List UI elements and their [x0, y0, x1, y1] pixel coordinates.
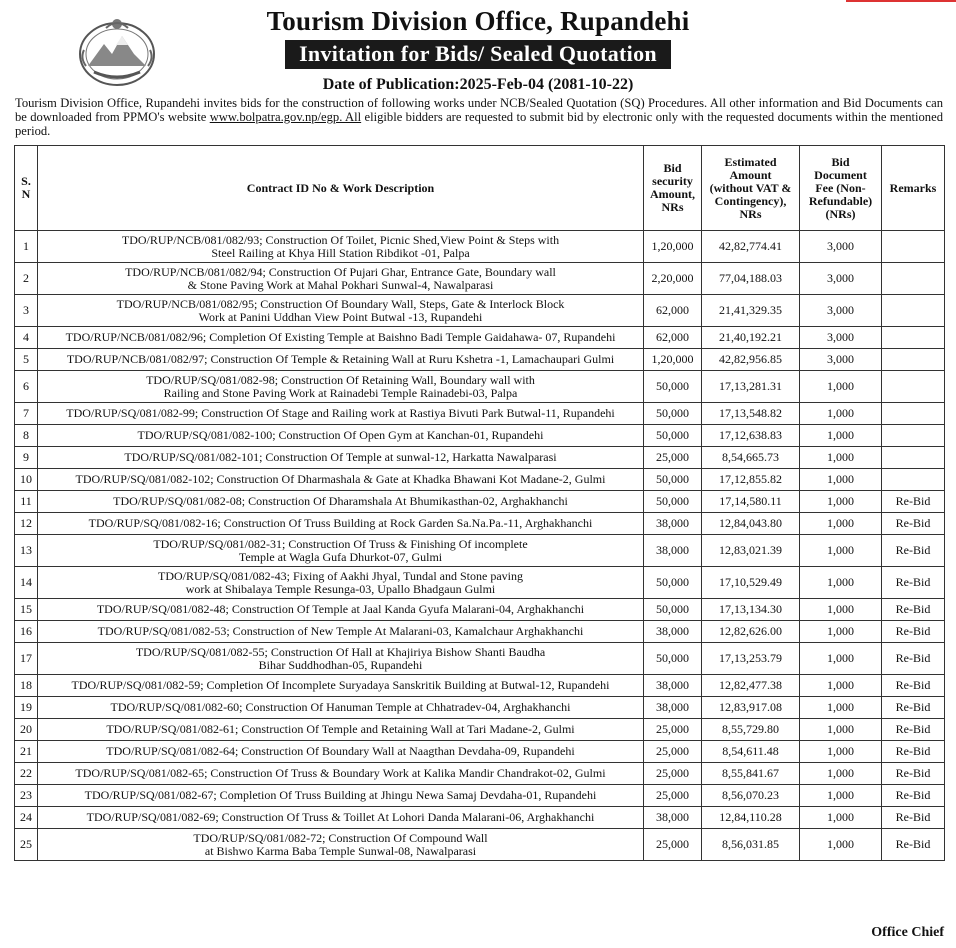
notice-banner: Invitation for Bids/ Sealed Quotation	[285, 40, 671, 69]
cell-estimated-amount: 8,55,729.80	[702, 719, 800, 741]
cell-document-fee: 1,000	[800, 491, 882, 513]
header-document-fee: Bid Document Fee (Non- Refundable) (NRs)	[800, 146, 882, 231]
table-row	[15, 425, 945, 447]
cell-estimated-amount: 21,41,329.35	[702, 295, 800, 327]
cell-bid-security: 38,000	[644, 621, 702, 643]
cell-remarks	[882, 371, 945, 403]
cell-remarks	[882, 447, 945, 469]
cell-sn: 11	[15, 491, 38, 513]
table-row	[15, 829, 945, 861]
cell-estimated-amount: 17,10,529.49	[702, 567, 800, 599]
cell-remarks: Re-Bid	[882, 535, 945, 567]
cell-description: TDO/RUP/NCB/081/082/96; Completion Of Existing Temple at Baishno Badi Temple Gaidahawa- 07, Rupandehi	[38, 327, 644, 349]
table-row	[15, 807, 945, 829]
cell-sn: 1	[15, 231, 38, 263]
cell-estimated-amount: 12,84,110.28	[702, 807, 800, 829]
cell-bid-security: 38,000	[644, 535, 702, 567]
cell-remarks: Re-Bid	[882, 785, 945, 807]
cell-sn: 23	[15, 785, 38, 807]
cell-bid-security: 25,000	[644, 741, 702, 763]
cell-remarks: Re-Bid	[882, 567, 945, 599]
cell-description: TDO/RUP/SQ/081/082-64; Construction Of Boundary Wall at Naagthan Devdaha-09, Rupandehi	[38, 741, 644, 763]
cell-document-fee: 1,000	[800, 697, 882, 719]
table-row	[15, 535, 945, 567]
cell-document-fee: 1,000	[800, 403, 882, 425]
cell-remarks	[882, 231, 945, 263]
cell-estimated-amount: 77,04,188.03	[702, 263, 800, 295]
cell-document-fee: 3,000	[800, 263, 882, 295]
cell-document-fee: 3,000	[800, 327, 882, 349]
cell-sn: 21	[15, 741, 38, 763]
table-row	[15, 403, 945, 425]
cell-estimated-amount: 17,12,638.83	[702, 425, 800, 447]
header-sn: S. N	[15, 146, 38, 231]
table-row	[15, 469, 945, 491]
cell-sn: 2	[15, 263, 38, 295]
table-row	[15, 719, 945, 741]
cell-document-fee: 3,000	[800, 349, 882, 371]
cell-remarks	[882, 349, 945, 371]
cell-estimated-amount: 17,13,548.82	[702, 403, 800, 425]
table-row	[15, 349, 945, 371]
table-header-row	[15, 146, 945, 231]
cell-remarks: Re-Bid	[882, 763, 945, 785]
cell-sn: 6	[15, 371, 38, 403]
office-title: Tourism Division Office, Rupandehi	[266, 6, 690, 36]
cell-document-fee: 1,000	[800, 425, 882, 447]
table-row	[15, 697, 945, 719]
cell-estimated-amount: 8,56,070.23	[702, 785, 800, 807]
intro-paragraph	[15, 96, 943, 138]
cell-description: TDO/RUP/SQ/081/082-48; Construction Of Temple at Jaal Kanda Gyufa Malarani-04, Arghakhanchi	[38, 599, 644, 621]
cell-estimated-amount: 12,83,021.39	[702, 535, 800, 567]
cell-bid-security: 38,000	[644, 675, 702, 697]
cell-description: TDO/RUP/SQ/081/082-65; Construction Of Truss & Boundary Work at Kalika Mandir Chandrakot-02, Gulmi	[38, 763, 644, 785]
cell-remarks	[882, 425, 945, 447]
cell-sn: 7	[15, 403, 38, 425]
cell-estimated-amount: 17,13,253.79	[702, 643, 800, 675]
cell-document-fee: 1,000	[800, 447, 882, 469]
cell-estimated-amount: 21,40,192.21	[702, 327, 800, 349]
cell-description: TDO/RUP/NCB/081/082/95; Construction Of Boundary Wall, Steps, Gate & Interlock Block Work at Panini Uddhan View Point Butwal -13, Rupandehi	[38, 295, 644, 327]
cell-estimated-amount: 42,82,774.41	[702, 231, 800, 263]
cell-remarks: Re-Bid	[882, 829, 945, 861]
cell-remarks: Re-Bid	[882, 513, 945, 535]
cell-remarks: Re-Bid	[882, 621, 945, 643]
table-row	[15, 621, 945, 643]
cell-sn: 14	[15, 567, 38, 599]
cell-bid-security: 38,000	[644, 697, 702, 719]
table-row	[15, 643, 945, 675]
cell-description: TDO/RUP/SQ/081/082-99; Construction Of Stage and Railing work at Rastiya Bivuti Park Butwal-11, Rupandehi	[38, 403, 644, 425]
cell-sn: 19	[15, 697, 38, 719]
cell-bid-security: 25,000	[644, 447, 702, 469]
cell-bid-security: 25,000	[644, 763, 702, 785]
cell-sn: 17	[15, 643, 38, 675]
cell-description: TDO/RUP/SQ/081/082-102; Construction Of Dharmashala & Gate at Khadka Bhawani Kot Madane-2, Gulmi	[38, 469, 644, 491]
cell-bid-security: 38,000	[644, 807, 702, 829]
cell-description: TDO/RUP/SQ/081/082-101; Construction Of Temple at sunwal-12, Harkatta Nawalparasi	[38, 447, 644, 469]
cell-description: TDO/RUP/SQ/081/082-59; Completion Of Incomplete Suryadaya Sanskritik Building at Butwal-12, Rupandehi	[38, 675, 644, 697]
cell-estimated-amount: 8,56,031.85	[702, 829, 800, 861]
cell-document-fee: 1,000	[800, 719, 882, 741]
cell-document-fee: 1,000	[800, 829, 882, 861]
cell-description: TDO/RUP/SQ/081/082-53; Construction of New Temple At Malarani-03, Kamalchaur Arghakhanchi	[38, 621, 644, 643]
cell-document-fee: 1,000	[800, 785, 882, 807]
office-chief-signature: Office Chief	[871, 925, 944, 940]
header-bid-security: Bid security Amount, NRs	[644, 146, 702, 231]
header-remarks: Remarks	[882, 146, 945, 231]
cell-description: TDO/RUP/SQ/081/082-60; Construction Of Hanuman Temple at Chhatradev-04, Arghakhanchi	[38, 697, 644, 719]
notice-header	[0, 0, 956, 98]
cell-document-fee: 1,000	[800, 621, 882, 643]
cell-bid-security: 50,000	[644, 491, 702, 513]
cell-description: TDO/RUP/SQ/081/082-16; Construction Of Truss Building at Rock Garden Sa.Na.Pa.-11, Arghakhanchi	[38, 513, 644, 535]
cell-bid-security: 50,000	[644, 643, 702, 675]
table-row	[15, 513, 945, 535]
table-row	[15, 295, 945, 327]
cell-description: TDO/RUP/SQ/081/082-67; Completion Of Truss Building at Jhingu Newa Samaj Devdaha-01, Rupandehi	[38, 785, 644, 807]
cell-description: TDO/RUP/SQ/081/082-43; Fixing of Aakhi Jhyal, Tundal and Stone paving work at Shibalaya Temple Resunga-03, Upallo Bhadgaun Gulmi	[38, 567, 644, 599]
cell-sn: 4	[15, 327, 38, 349]
cell-sn: 25	[15, 829, 38, 861]
cell-document-fee: 1,000	[800, 675, 882, 697]
cell-estimated-amount: 12,82,626.00	[702, 621, 800, 643]
cell-remarks: Re-Bid	[882, 741, 945, 763]
table-body	[15, 231, 945, 861]
cell-bid-security: 62,000	[644, 295, 702, 327]
cell-remarks: Re-Bid	[882, 697, 945, 719]
cell-document-fee: 1,000	[800, 807, 882, 829]
cell-bid-security: 25,000	[644, 829, 702, 861]
table-row	[15, 785, 945, 807]
cell-bid-security: 1,20,000	[644, 231, 702, 263]
cell-sn: 22	[15, 763, 38, 785]
cell-bid-security: 62,000	[644, 327, 702, 349]
cell-document-fee: 1,000	[800, 567, 882, 599]
cell-bid-security: 25,000	[644, 785, 702, 807]
cell-bid-security: 38,000	[644, 513, 702, 535]
table-row	[15, 263, 945, 295]
cell-description: TDO/RUP/NCB/081/082/97; Construction Of Temple & Retaining Wall at Ruru Kshetra -1, Lamachaupari Gulmi	[38, 349, 644, 371]
cell-description: TDO/RUP/SQ/081/082-08; Construction Of Dharamshala At Bhumikasthan-02, Arghakhanchi	[38, 491, 644, 513]
cell-sn: 12	[15, 513, 38, 535]
table-row	[15, 741, 945, 763]
cell-estimated-amount: 8,54,665.73	[702, 447, 800, 469]
cell-estimated-amount: 17,13,134.30	[702, 599, 800, 621]
cell-estimated-amount: 17,12,855.82	[702, 469, 800, 491]
header-estimated-amount: Estimated Amount (without VAT & Contingency), NRs	[702, 146, 800, 231]
cell-document-fee: 3,000	[800, 231, 882, 263]
cell-description: TDO/RUP/SQ/081/082-61; Construction Of Temple and Retaining Wall at Tari Madane-2, Gulmi	[38, 719, 644, 741]
cell-document-fee: 1,000	[800, 599, 882, 621]
cell-estimated-amount: 8,55,841.67	[702, 763, 800, 785]
cell-bid-security: 1,20,000	[644, 349, 702, 371]
header-description: Contract ID No & Work Description	[38, 146, 644, 231]
intro-text-end: eligible bidders are requested to submit bid by electronic only with the requested documents within the mentioned period.	[15, 110, 943, 138]
cell-description: TDO/RUP/SQ/081/082-98; Construction Of Retaining Wall, Boundary wall with Railing and Stone Paving Work at Rainadebi Temple Rainadebi-03, Palpa	[38, 371, 644, 403]
cell-description: TDO/RUP/SQ/081/082-55; Construction Of Hall at Khajiriya Bishow Shanti Baudha Bihar Suddhodhan-05, Rupandehi	[38, 643, 644, 675]
ppmo-website-link[interactable]: www.bolpatra.gov.np/egp. All	[209, 110, 362, 124]
table-row	[15, 491, 945, 513]
cell-remarks: Re-Bid	[882, 719, 945, 741]
cell-bid-security: 50,000	[644, 469, 702, 491]
cell-estimated-amount: 8,54,611.48	[702, 741, 800, 763]
cell-description: TDO/RUP/NCB/081/082/93; Construction Of Toilet, Picnic Shed,View Point & Steps with Steel Railing at Khya Hill Station Ribdikot -01, Palpa	[38, 231, 644, 263]
cell-remarks: Re-Bid	[882, 643, 945, 675]
table-row	[15, 763, 945, 785]
cell-sn: 8	[15, 425, 38, 447]
cell-description: TDO/RUP/NCB/081/082/94; Construction Of Pujari Ghar, Entrance Gate, Boundary wall & Stone Paving Work at Mahal Pokhari Sunwal-4, Nawalparasi	[38, 263, 644, 295]
cell-sn: 10	[15, 469, 38, 491]
cell-bid-security: 25,000	[644, 719, 702, 741]
cell-document-fee: 1,000	[800, 643, 882, 675]
intro-text-start: Tourism Division Office, Rupandehi invites bids for the construction of following works under NCB/Sealed Quotation (SQ) Procedures. All other information and Bid Documents can be downloaded from PPMO's website	[15, 96, 943, 124]
cell-document-fee: 1,000	[800, 469, 882, 491]
cell-bid-security: 50,000	[644, 425, 702, 447]
cell-estimated-amount: 17,14,580.11	[702, 491, 800, 513]
cell-description: TDO/RUP/SQ/081/082-69; Construction Of Truss & Toillet At Lohori Danda Malarani-06, Arghakhanchi	[38, 807, 644, 829]
cell-sn: 18	[15, 675, 38, 697]
cell-remarks	[882, 469, 945, 491]
cell-bid-security: 50,000	[644, 599, 702, 621]
cell-sn: 16	[15, 621, 38, 643]
bids-table	[14, 145, 945, 861]
cell-description: TDO/RUP/SQ/081/082-100; Construction Of Open Gym at Kanchan-01, Rupandehi	[38, 425, 644, 447]
table-row	[15, 675, 945, 697]
cell-description: TDO/RUP/SQ/081/082-31; Construction Of Truss & Finishing Of incomplete Temple at Wagla Gufa Dhurkot-07, Gulmi	[38, 535, 644, 567]
cell-remarks: Re-Bid	[882, 491, 945, 513]
cell-sn: 5	[15, 349, 38, 371]
cell-remarks	[882, 327, 945, 349]
cell-bid-security: 50,000	[644, 567, 702, 599]
cell-remarks: Re-Bid	[882, 807, 945, 829]
cell-document-fee: 1,000	[800, 371, 882, 403]
cell-bid-security: 50,000	[644, 403, 702, 425]
cell-remarks	[882, 403, 945, 425]
cell-remarks: Re-Bid	[882, 599, 945, 621]
cell-estimated-amount: 12,84,043.80	[702, 513, 800, 535]
cell-sn: 20	[15, 719, 38, 741]
table-row	[15, 371, 945, 403]
cell-sn: 13	[15, 535, 38, 567]
cell-sn: 24	[15, 807, 38, 829]
table-row	[15, 567, 945, 599]
table-row	[15, 447, 945, 469]
cell-document-fee: 1,000	[800, 763, 882, 785]
cell-remarks	[882, 263, 945, 295]
cell-estimated-amount: 12,83,917.08	[702, 697, 800, 719]
cell-bid-security: 2,20,000	[644, 263, 702, 295]
cell-remarks	[882, 295, 945, 327]
table-row	[15, 231, 945, 263]
cell-document-fee: 3,000	[800, 295, 882, 327]
cell-sn: 9	[15, 447, 38, 469]
cell-document-fee: 1,000	[800, 535, 882, 567]
cell-document-fee: 1,000	[800, 513, 882, 535]
cell-sn: 15	[15, 599, 38, 621]
cell-estimated-amount: 17,13,281.31	[702, 371, 800, 403]
cell-estimated-amount: 12,82,477.38	[702, 675, 800, 697]
cell-bid-security: 50,000	[644, 371, 702, 403]
cell-sn: 3	[15, 295, 38, 327]
cell-document-fee: 1,000	[800, 741, 882, 763]
table-row	[15, 599, 945, 621]
table-row	[15, 327, 945, 349]
cell-description: TDO/RUP/SQ/081/082-72; Construction Of Compound Wall at Bishwo Karma Baba Temple Sunwal-08, Nawalparasi	[38, 829, 644, 861]
cell-remarks: Re-Bid	[882, 675, 945, 697]
publication-date: Date of Publication:2025-Feb-04 (2081-10-22)	[322, 76, 634, 93]
cell-estimated-amount: 42,82,956.85	[702, 349, 800, 371]
